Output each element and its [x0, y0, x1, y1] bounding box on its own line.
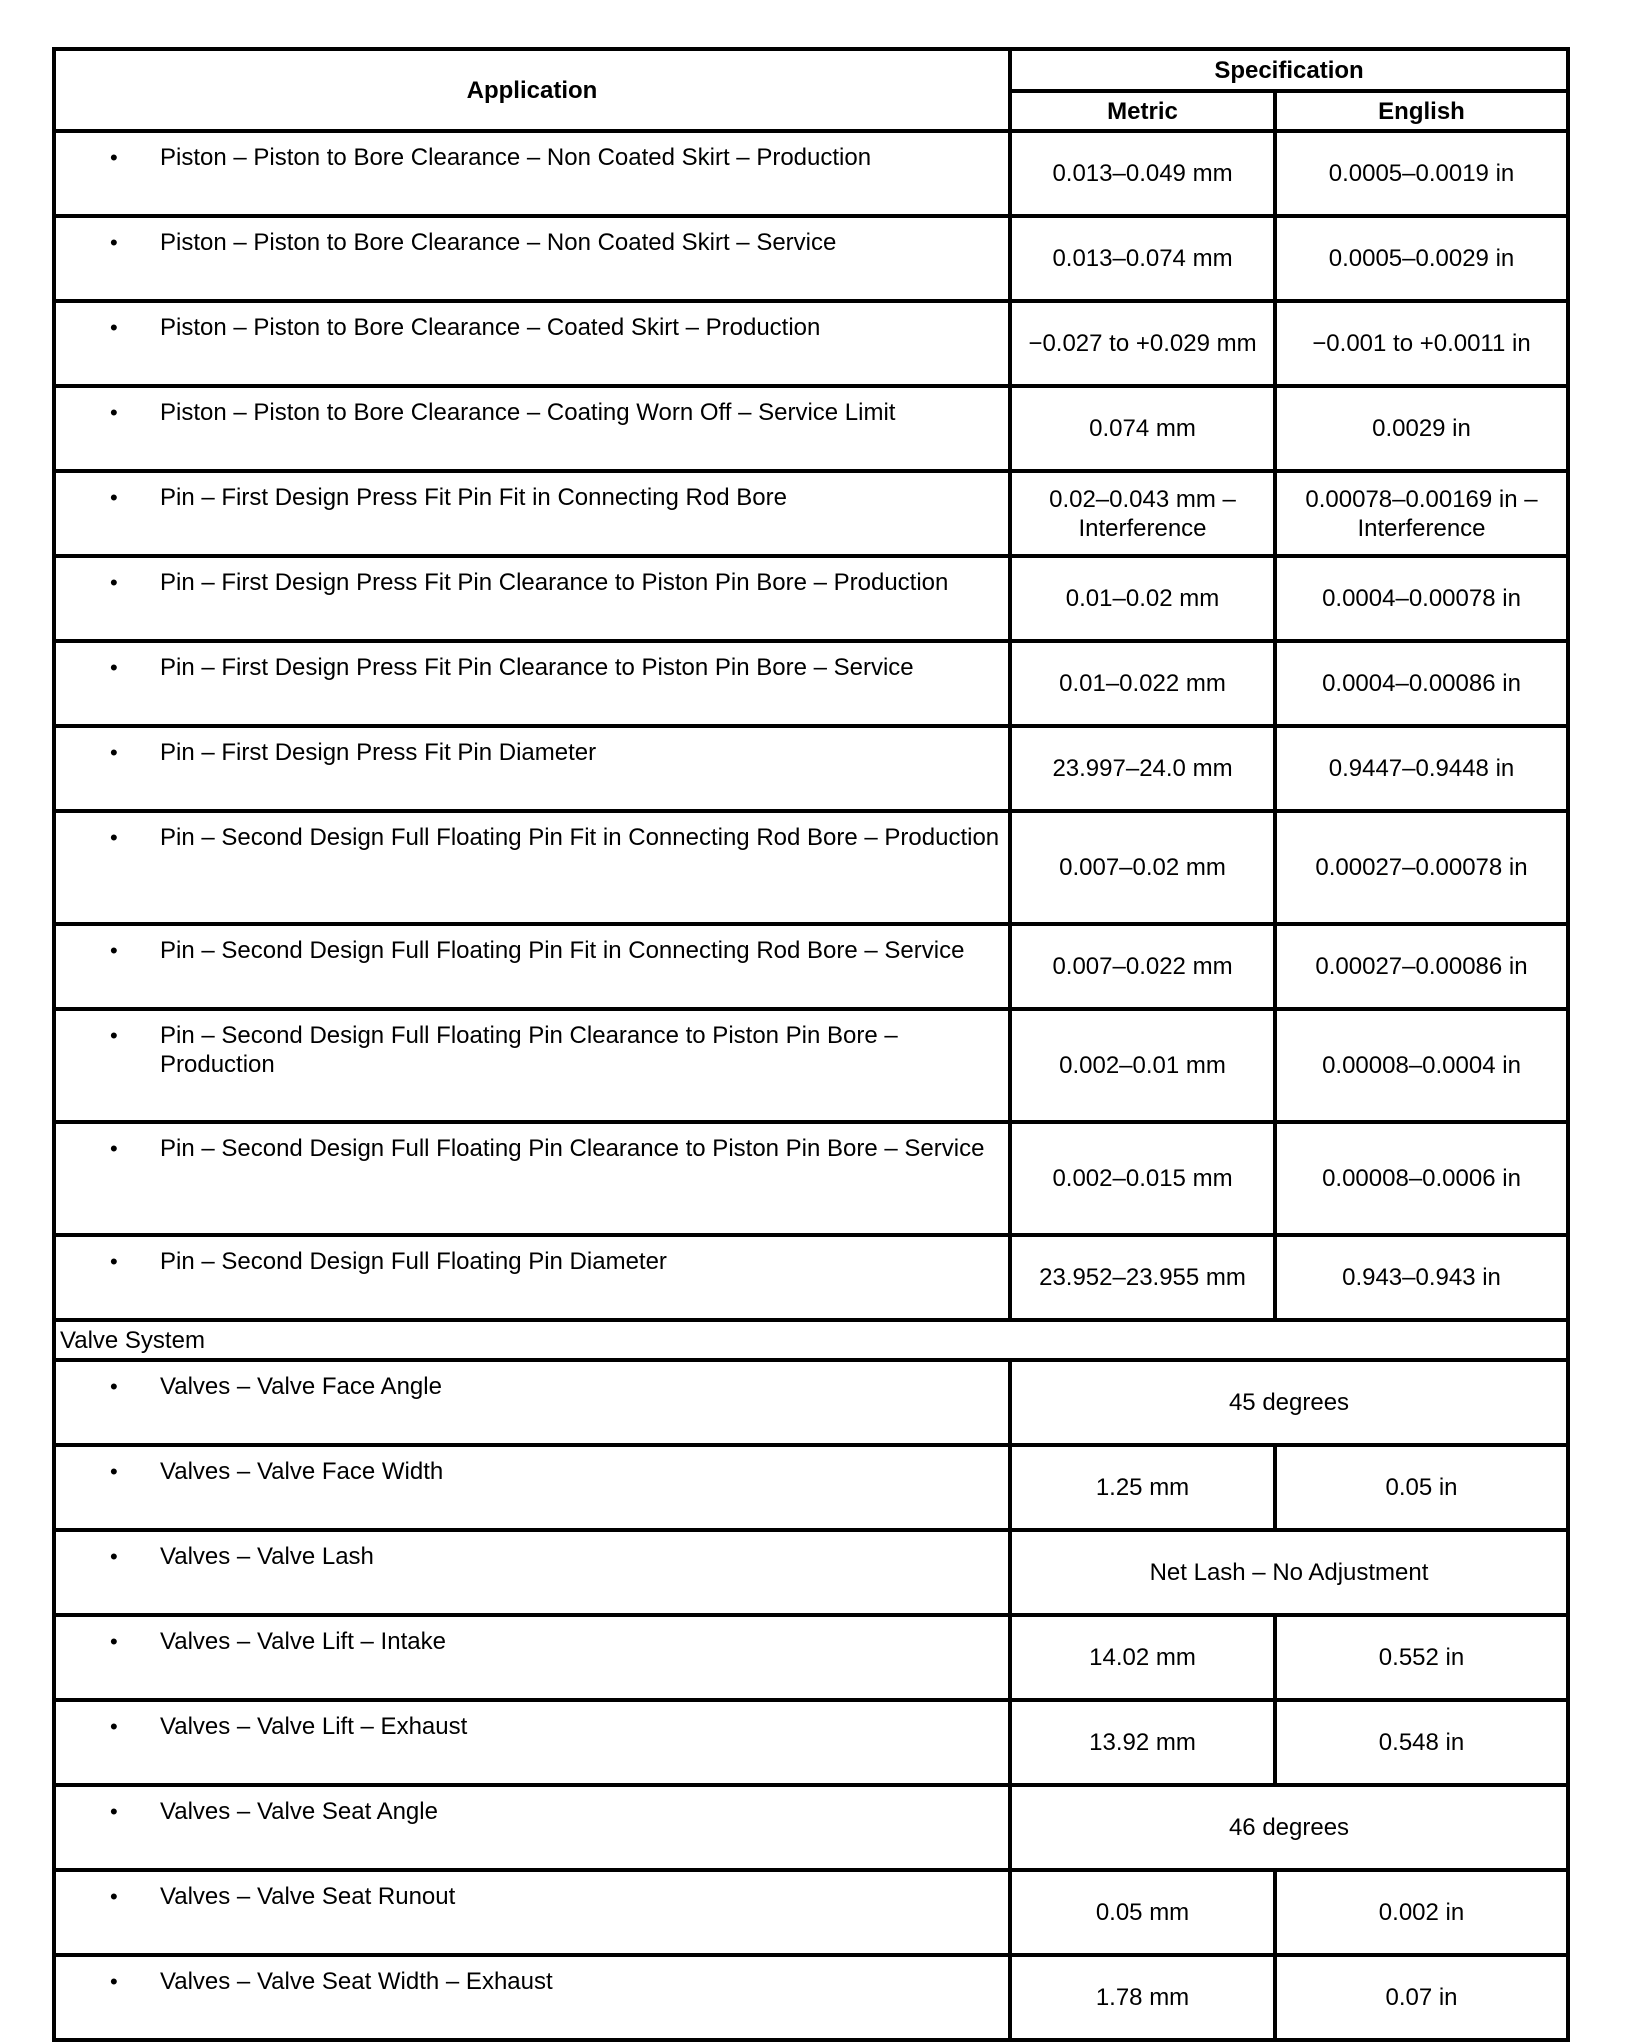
bullet-icon: • — [110, 1544, 118, 1569]
application-cell — [54, 811, 1010, 924]
application-content — [56, 1237, 1008, 1276]
table-row — [54, 1235, 1568, 1320]
application-content — [56, 926, 1008, 965]
application-content — [56, 1532, 1008, 1571]
english-value: 0.00078–0.00169 in – Interference — [1275, 471, 1568, 556]
specification-table — [52, 47, 1570, 2042]
bullet-icon: • — [110, 1249, 118, 1274]
application-content — [56, 218, 1008, 257]
english-value: 0.002 in — [1275, 1870, 1568, 1955]
table-row — [54, 1360, 1568, 1445]
application-text: Piston – Piston to Bore Clearance – Non Coated Skirt – Service — [160, 229, 837, 256]
english-value: 0.07 in — [1275, 1955, 1568, 2040]
table-row — [54, 811, 1568, 924]
application-cell — [54, 386, 1010, 471]
english-value: 0.552 in — [1275, 1615, 1568, 1700]
table-row — [54, 1700, 1568, 1785]
application-content — [56, 1011, 1008, 1079]
application-text: Piston – Piston to Bore Clearance – Coating Worn Off – Service Limit — [160, 399, 896, 426]
application-content — [56, 1124, 1008, 1163]
application-cell — [54, 924, 1010, 1009]
combined-value: 46 degrees — [1010, 1785, 1568, 1870]
bullet-icon: • — [110, 938, 118, 963]
application-text: Pin – Second Design Full Floating Pin Fit in Connecting Rod Bore – Production — [160, 824, 1000, 851]
application-cell — [54, 726, 1010, 811]
application-text: Valves – Valve Seat Width – Exhaust — [160, 1968, 553, 1995]
metric-value: 0.01–0.02 mm — [1010, 556, 1275, 641]
application-header: Application — [54, 49, 1010, 131]
bullet-icon: • — [110, 230, 118, 255]
application-content — [56, 1362, 1008, 1401]
metric-value: 0.074 mm — [1010, 386, 1275, 471]
application-cell — [54, 1530, 1010, 1615]
english-value: 0.9447–0.9448 in — [1275, 726, 1568, 811]
english-value: 0.0005–0.0019 in — [1275, 131, 1568, 216]
application-cell — [54, 1870, 1010, 1955]
application-text: Pin – Second Design Full Floating Pin Diameter — [160, 1248, 667, 1275]
application-content — [56, 728, 1008, 767]
application-content — [56, 558, 1008, 597]
section-title: Valve System — [54, 1320, 1568, 1360]
english-value: 0.00008–0.0004 in — [1275, 1009, 1568, 1122]
bullet-icon: • — [110, 1799, 118, 1824]
section-row — [54, 1320, 1568, 1360]
application-content — [56, 1617, 1008, 1656]
application-content — [56, 1872, 1008, 1911]
bullet-icon: • — [110, 400, 118, 425]
bullet-icon: • — [110, 1023, 118, 1048]
english-header: English — [1275, 91, 1568, 131]
combined-value: Net Lash – No Adjustment — [1010, 1530, 1568, 1615]
application-content — [56, 813, 1008, 852]
metric-value: 0.013–0.049 mm — [1010, 131, 1275, 216]
application-cell — [54, 1785, 1010, 1870]
metric-value: −0.027 to +0.029 mm — [1010, 301, 1275, 386]
bullet-icon: • — [110, 1884, 118, 1909]
bullet-icon: • — [110, 825, 118, 850]
application-content — [56, 388, 1008, 427]
application-cell — [54, 556, 1010, 641]
combined-value: 45 degrees — [1010, 1360, 1568, 1445]
metric-value: 0.002–0.01 mm — [1010, 1009, 1275, 1122]
table-row — [54, 131, 1568, 216]
application-text: Pin – Second Design Full Floating Pin Clearance to Piston Pin Bore – Service — [160, 1135, 985, 1162]
english-value: 0.00008–0.0006 in — [1275, 1122, 1568, 1235]
application-content — [56, 1702, 1008, 1741]
english-value: 0.0005–0.0029 in — [1275, 216, 1568, 301]
application-text: Valves – Valve Face Width — [160, 1458, 444, 1485]
metric-value: 0.01–0.022 mm — [1010, 641, 1275, 726]
english-value: 0.0004–0.00086 in — [1275, 641, 1568, 726]
bullet-icon: • — [110, 1374, 118, 1399]
english-value: −0.001 to +0.0011 in — [1275, 301, 1568, 386]
table-row — [54, 1122, 1568, 1235]
application-text: Pin – First Design Press Fit Pin Diameter — [160, 739, 597, 766]
table-row — [54, 386, 1568, 471]
table-row — [54, 1530, 1568, 1615]
application-content — [56, 473, 1008, 512]
bullet-icon: • — [110, 1714, 118, 1739]
application-content — [56, 643, 1008, 682]
table-row — [54, 1870, 1568, 1955]
english-value: 0.05 in — [1275, 1445, 1568, 1530]
metric-value: 1.78 mm — [1010, 1955, 1275, 2040]
application-text: Piston – Piston to Bore Clearance – Non Coated Skirt – Production — [160, 144, 872, 171]
application-text: Pin – First Design Press Fit Pin Fit in Connecting Rod Bore — [160, 484, 787, 511]
specification-header: Specification — [1010, 49, 1568, 91]
metric-value: 14.02 mm — [1010, 1615, 1275, 1700]
application-content — [56, 1447, 1008, 1486]
metric-value: 0.02–0.043 mm – Interference — [1010, 471, 1275, 556]
application-cell — [54, 641, 1010, 726]
application-cell — [54, 1955, 1010, 2040]
application-text: Pin – First Design Press Fit Pin Clearance to Piston Pin Bore – Production — [160, 569, 949, 596]
application-text: Pin – First Design Press Fit Pin Clearance to Piston Pin Bore – Service — [160, 654, 914, 681]
table-row — [54, 471, 1568, 556]
application-text: Valves – Valve Lift – Intake — [160, 1628, 446, 1655]
bullet-icon: • — [110, 1969, 118, 1994]
english-value: 0.943–0.943 in — [1275, 1235, 1568, 1320]
application-cell — [54, 1122, 1010, 1235]
application-text: Pin – Second Design Full Floating Pin Clearance to Piston Pin Bore – Production — [160, 1022, 898, 1078]
english-value: 0.00027–0.00086 in — [1275, 924, 1568, 1009]
application-text: Valves – Valve Seat Angle — [160, 1798, 438, 1825]
application-text: Pin – Second Design Full Floating Pin Fit in Connecting Rod Bore – Service — [160, 937, 965, 964]
application-content — [56, 1787, 1008, 1826]
table-row — [54, 1955, 1568, 2040]
bullet-icon: • — [110, 1459, 118, 1484]
application-cell — [54, 1360, 1010, 1445]
metric-value: 0.002–0.015 mm — [1010, 1122, 1275, 1235]
application-cell — [54, 216, 1010, 301]
metric-header: Metric — [1010, 91, 1275, 131]
application-text: Piston – Piston to Bore Clearance – Coated Skirt – Production — [160, 314, 821, 341]
bullet-icon: • — [110, 315, 118, 340]
table-row — [54, 924, 1568, 1009]
application-cell — [54, 1235, 1010, 1320]
metric-value: 0.007–0.022 mm — [1010, 924, 1275, 1009]
table-row — [54, 1445, 1568, 1530]
application-cell — [54, 1700, 1010, 1785]
table-row — [54, 726, 1568, 811]
bullet-icon: • — [110, 145, 118, 170]
metric-value: 23.997–24.0 mm — [1010, 726, 1275, 811]
application-cell — [54, 1445, 1010, 1530]
table-row — [54, 301, 1568, 386]
metric-value: 1.25 mm — [1010, 1445, 1275, 1530]
metric-value: 13.92 mm — [1010, 1700, 1275, 1785]
table-row — [54, 1615, 1568, 1700]
table-header — [54, 49, 1568, 131]
bullet-icon: • — [110, 740, 118, 765]
english-value: 0.0029 in — [1275, 386, 1568, 471]
bullet-icon: • — [110, 655, 118, 680]
english-value: 0.00027–0.00078 in — [1275, 811, 1568, 924]
application-text: Valves – Valve Face Angle — [160, 1373, 442, 1400]
metric-value: 0.013–0.074 mm — [1010, 216, 1275, 301]
application-content — [56, 1957, 1008, 1996]
metric-value: 23.952–23.955 mm — [1010, 1235, 1275, 1320]
bullet-icon: • — [110, 570, 118, 595]
bullet-icon: • — [110, 1136, 118, 1161]
table-row — [54, 1785, 1568, 1870]
application-cell — [54, 131, 1010, 216]
table-row — [54, 641, 1568, 726]
application-cell — [54, 301, 1010, 386]
application-text: Valves – Valve Seat Runout — [160, 1883, 456, 1910]
table-row — [54, 216, 1568, 301]
table-body — [54, 131, 1568, 2040]
bullet-icon: • — [110, 485, 118, 510]
application-cell — [54, 1009, 1010, 1122]
application-content — [56, 133, 1008, 172]
table-row — [54, 556, 1568, 641]
application-text: Valves – Valve Lift – Exhaust — [160, 1713, 468, 1740]
bullet-icon: • — [110, 1629, 118, 1654]
application-cell — [54, 1615, 1010, 1700]
application-cell — [54, 471, 1010, 556]
application-text: Valves – Valve Lash — [160, 1543, 374, 1570]
english-value: 0.548 in — [1275, 1700, 1568, 1785]
metric-value: 0.007–0.02 mm — [1010, 811, 1275, 924]
application-content — [56, 303, 1008, 342]
metric-value: 0.05 mm — [1010, 1870, 1275, 1955]
table-row — [54, 1009, 1568, 1122]
english-value: 0.0004–0.00078 in — [1275, 556, 1568, 641]
